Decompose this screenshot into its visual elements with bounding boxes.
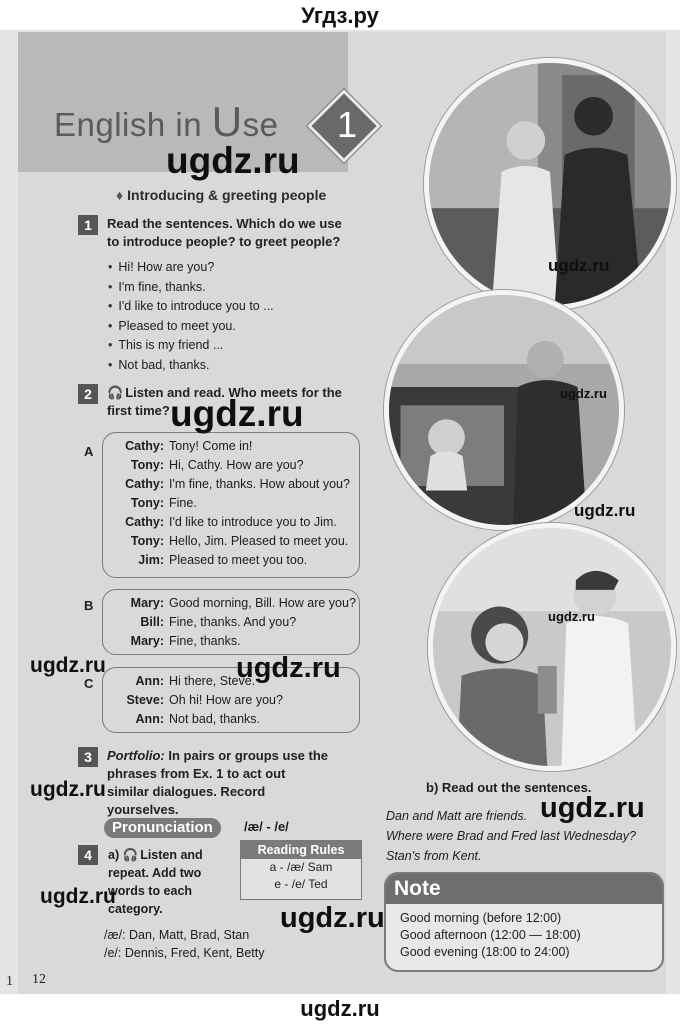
portfolio-label: Portfolio:	[107, 748, 165, 763]
exercise-4a-line: repeat. Add two	[108, 866, 202, 880]
photo-car-greeting	[384, 290, 624, 530]
watermark: ugdz.ru	[574, 501, 636, 520]
dialogue-line	[103, 594, 359, 613]
line-text: Hello, Jim. Pleased to meet you.	[169, 534, 349, 548]
line-text: Pleased to meet you too.	[169, 553, 308, 567]
exercise-4a-line: words to each	[108, 884, 193, 898]
site-header-title: Угдз.ру	[301, 3, 379, 28]
list-item: • I'd like to introduce you to ...	[108, 297, 274, 317]
dialogue-line	[103, 632, 359, 651]
subtitle-text: Introducing & greeting people	[127, 187, 327, 203]
speaker: Tony:	[130, 496, 164, 510]
list-item: • Not bad, thanks.	[108, 356, 274, 376]
line-text: Fine.	[169, 496, 197, 510]
exercise-1-instruction: Read the sentences. Which do we use to introduce people? to greet people?	[107, 216, 342, 249]
list-item: • This is my friend ...	[108, 336, 274, 356]
watermark: ugdz.ru	[30, 654, 106, 677]
speaker: Cathy:	[125, 477, 164, 491]
exercise-4a-line: category.	[108, 902, 163, 916]
site-footer-title: ugdz.ru	[300, 996, 380, 1021]
words-ae: /æ/: Dan, Matt, Brad, Stan	[104, 928, 250, 942]
line-text: I'm fine, thanks. How about you?	[169, 477, 350, 491]
title-part1: English in	[54, 106, 212, 143]
note-line: Good afternoon (12:00 — 18:00)	[400, 928, 581, 942]
dialogue-line	[103, 456, 359, 475]
speaker: Cathy:	[125, 515, 164, 529]
list-item: • Hi! How are you?	[108, 258, 274, 278]
speaker: Cathy:	[125, 439, 164, 453]
part-a-text: Listen and	[140, 848, 203, 862]
title-big-letter: U	[211, 98, 243, 145]
note-line: Good evening (18:00 to 24:00)	[400, 945, 570, 959]
dialogue-a-letter: A	[84, 444, 94, 459]
exercise-1-list	[108, 258, 274, 376]
photo-car-greeting-image	[389, 295, 619, 525]
line-text: Good morning, Bill. How are you?	[169, 596, 356, 610]
title-part2: se	[242, 106, 279, 143]
dialogue-a	[102, 432, 360, 578]
watermark: ugdz.ru	[548, 256, 610, 275]
speaker: Mary:	[130, 596, 164, 610]
speaker: Jim:	[138, 553, 164, 567]
photo-children-gift-image	[433, 528, 671, 766]
exercise-4a-instruction	[108, 846, 203, 918]
dialogue-line	[103, 437, 359, 456]
pronunciation-symbols: /æ/ - /e/	[244, 819, 289, 834]
exercise-2-instruction-text: Listen and read. Who meets for the first time?	[107, 385, 342, 418]
photo-children-gift	[428, 523, 676, 771]
speaker: Mary:	[130, 634, 164, 648]
headphones-icon: 🎧	[122, 848, 139, 862]
exercise-3-instruction	[107, 747, 329, 819]
watermark: ugdz.ru	[280, 902, 385, 934]
dialogue-line	[103, 613, 359, 632]
watermark: ugdz.ru	[560, 386, 607, 401]
watermark: ugdz.ru	[548, 609, 595, 624]
section-subtitle	[116, 187, 326, 203]
diamond-bullet-icon: ♦	[116, 187, 124, 203]
exercise-4b-instruction: b) Read out the sentences.	[426, 780, 592, 795]
exercise-2-number: 2	[78, 384, 98, 404]
list-item: • I'm fine, thanks.	[108, 278, 274, 298]
reading-rule: a - /æ/ Sam	[269, 860, 333, 874]
dialogue-c-letter: C	[84, 676, 94, 691]
line-text: Tony! Come in!	[169, 439, 253, 453]
exercise-4a-line	[108, 846, 203, 864]
speaker: Tony:	[130, 458, 164, 472]
reading-rule: e - /e/ Ted	[274, 877, 328, 891]
dialogue-line	[103, 710, 359, 729]
dialogue-line	[103, 532, 359, 551]
line-text: Not bad, thanks.	[169, 712, 261, 726]
line-text: Fine, thanks.	[169, 634, 241, 648]
speaker: Tony:	[130, 534, 164, 548]
sentence: Stan's from Kent.	[386, 849, 482, 863]
watermark: ugdz.ru	[540, 792, 645, 824]
line-text: Fine, thanks. And you?	[169, 615, 297, 629]
exercise-1-number: 1	[78, 215, 98, 235]
dialogue-line	[103, 475, 359, 494]
speaker: Bill:	[140, 615, 164, 629]
dialogue-line	[103, 691, 359, 710]
line-text: Oh hi! How are you?	[169, 693, 283, 707]
page-number: 12	[32, 972, 46, 987]
note-title: Note	[386, 874, 662, 904]
unit-number: 1	[336, 104, 358, 145]
headphones-icon: 🎧	[107, 385, 124, 400]
reading-rules-box	[240, 840, 362, 900]
site-footer	[0, 994, 680, 1028]
pronunciation-label: Pronunciation	[104, 818, 221, 838]
note-box	[384, 872, 664, 972]
watermark: ugdz.ru	[30, 778, 106, 801]
words-e: /e/: Dennis, Fred, Kent, Betty	[104, 946, 265, 960]
speaker: Ann:	[135, 712, 164, 726]
note-line: Good morning (before 12:00)	[400, 911, 562, 925]
dialogue-b-letter: B	[84, 598, 94, 613]
page-title	[54, 98, 278, 146]
site-header	[0, 0, 680, 30]
speaker: Steve:	[126, 693, 164, 707]
exercise-3-number: 3	[78, 747, 98, 767]
category-words	[104, 926, 265, 962]
watermark: ugdz.ru	[170, 393, 304, 434]
line-text: Hi, Cathy. How are you?	[169, 458, 304, 472]
dialogue-line	[103, 551, 359, 570]
dialogue-b	[102, 589, 360, 655]
sentence: Dan and Matt are friends.	[386, 809, 528, 823]
speaker: Ann:	[135, 674, 164, 688]
part-a-letter: a)	[108, 848, 120, 862]
watermark: ugdz.ru	[40, 885, 116, 908]
line-text: I'd like to introduce you to Jim.	[169, 515, 337, 529]
watermark: ugdz.ru	[236, 652, 341, 684]
dialogue-line	[103, 494, 359, 513]
exercise-3-text: In pairs or groups use the phrases from Ex. 1 to act out similar dialogues. Record yourselves.	[107, 748, 329, 817]
watermark: ugdz.ru	[166, 140, 300, 181]
edge-mark: 1	[6, 974, 13, 989]
reading-rules-title: Reading Rules	[241, 841, 361, 859]
dialogue-line	[103, 513, 359, 532]
list-item: • Pleased to meet you.	[108, 317, 274, 337]
line-text: Hi there, Steve.	[169, 674, 256, 688]
sentence: Where were Brad and Fred last Wednesday?	[386, 829, 636, 843]
exercise-4-number: 4	[78, 845, 98, 865]
